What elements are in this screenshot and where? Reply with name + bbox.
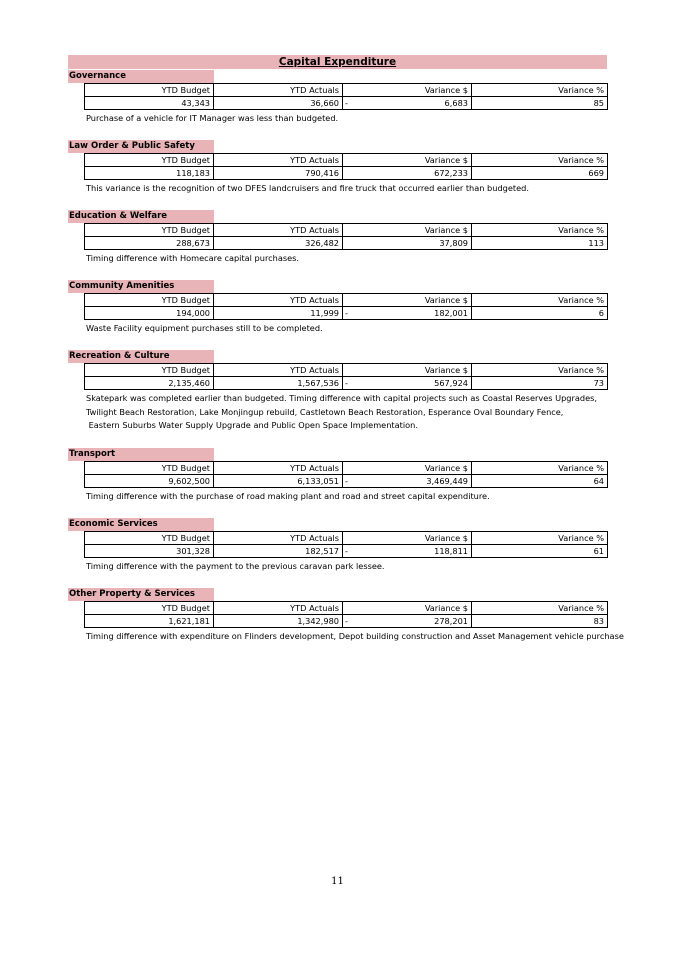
negative-sign: - (345, 616, 348, 626)
section-title: Community Amenities (68, 280, 214, 293)
value-cell-variance-dollar (343, 97, 472, 110)
section-note (86, 252, 608, 266)
section-note (86, 630, 624, 644)
cell-value: 36,660 (310, 98, 339, 108)
cell-value: 1,567,536 (297, 378, 339, 388)
note-line: Twilight Beach Restoration, Lake Monjingup rebuild, Castletown Beach Restoration, Esperance Oval Boundary Fence, (86, 406, 564, 417)
value-cell-ytd-budget (85, 97, 214, 110)
table-header-row (85, 602, 608, 615)
value-cell-ytd-actuals (214, 167, 343, 180)
value-cell-ytd-actuals (214, 97, 343, 110)
header-cell: Variance $ (343, 154, 472, 167)
value-cell-variance-dollar (343, 545, 472, 558)
value-cell-ytd-budget (85, 307, 214, 320)
negative-sign: - (345, 98, 348, 108)
header-cell: YTD Actuals (214, 84, 343, 97)
header-cell: YTD Actuals (214, 602, 343, 615)
header-cell: Variance $ (343, 462, 472, 475)
header-cell: YTD Actuals (214, 224, 343, 237)
header-cell: Variance % (472, 224, 608, 237)
header-cell: Variance $ (343, 224, 472, 237)
header-cell: Variance % (472, 154, 608, 167)
value-cell-variance-pct (472, 377, 608, 390)
value-cell-variance-pct (472, 307, 608, 320)
header-cell: YTD Actuals (214, 532, 343, 545)
variance-table (84, 153, 608, 180)
cell-value: 118,183 (176, 168, 210, 178)
table-row (85, 167, 608, 180)
value-cell-variance-dollar (343, 475, 472, 488)
cell-value: 6,133,051 (297, 476, 339, 486)
cell-value: 194,000 (176, 308, 210, 318)
cell-value: 790,416 (305, 168, 339, 178)
section (68, 280, 608, 336)
cell-value: 64 (593, 476, 604, 486)
value-cell-variance-pct (472, 167, 608, 180)
header-cell: YTD Actuals (214, 364, 343, 377)
cell-value: 1,621,181 (168, 616, 210, 626)
cell-value: 1,342,980 (297, 616, 339, 626)
cell-value: 669 (588, 168, 604, 178)
header-cell: Variance % (472, 532, 608, 545)
cell-value: 182,517 (305, 546, 339, 556)
value-cell-variance-dollar (343, 615, 472, 628)
value-cell-variance-pct (472, 475, 608, 488)
section-title: Other Property & Services (68, 588, 214, 601)
section (68, 448, 608, 504)
cell-value: 2,135,460 (168, 378, 210, 388)
value-cell-variance-dollar (343, 377, 472, 390)
cell-value: 567,924 (434, 378, 468, 388)
value-cell-ytd-actuals (214, 307, 343, 320)
value-cell-ytd-actuals (214, 237, 343, 250)
header-cell: YTD Budget (85, 364, 214, 377)
header-cell: Variance % (472, 294, 608, 307)
section-note (86, 392, 608, 433)
value-cell-variance-dollar (343, 237, 472, 250)
table-row (85, 545, 608, 558)
variance-table (84, 461, 608, 488)
section-title: Education & Welfare (68, 210, 214, 223)
page-title: Capital Expenditure (68, 55, 607, 69)
note-line: Timing difference with Homecare capital purchases. (86, 253, 300, 263)
value-cell-ytd-budget (85, 237, 214, 250)
section-title: Recreation & Culture (68, 350, 214, 363)
table-row (85, 475, 608, 488)
value-cell-ytd-budget (85, 167, 214, 180)
cell-value: 6,683 (444, 98, 468, 108)
header-cell: Variance $ (343, 84, 472, 97)
cell-value: 113 (588, 238, 604, 248)
note-line: Eastern Suburbs Water Supply Upgrade and Public Open Space Implementation. (86, 420, 418, 430)
header-cell: YTD Budget (85, 602, 214, 615)
page-number: 11 (331, 876, 344, 887)
header-cell: Variance % (472, 84, 608, 97)
table-row (85, 97, 608, 110)
table-row (85, 307, 608, 320)
section (68, 588, 624, 644)
table-header-row (85, 294, 608, 307)
variance-table (84, 83, 608, 110)
cell-value: 301,328 (176, 546, 210, 556)
negative-sign: - (345, 546, 348, 556)
table-header-row (85, 154, 608, 167)
cell-value: 11,999 (310, 308, 339, 318)
section (68, 140, 608, 196)
cell-value: 73 (593, 378, 604, 388)
header-cell: YTD Budget (85, 84, 214, 97)
section-title: Law Order & Public Safety (68, 140, 214, 153)
header-cell: YTD Budget (85, 224, 214, 237)
table-header-row (85, 84, 608, 97)
cell-value: 43,343 (181, 98, 210, 108)
header-cell: Variance % (472, 602, 608, 615)
table-row (85, 237, 608, 250)
cell-value: 61 (593, 546, 604, 556)
header-cell: Variance $ (343, 532, 472, 545)
table-row (85, 615, 608, 628)
value-cell-ytd-budget (85, 475, 214, 488)
note-line: Purchase of a vehicle for IT Manager was less than budgeted. (86, 113, 339, 123)
header-cell: Variance % (472, 462, 608, 475)
value-cell-ytd-budget (85, 545, 214, 558)
cell-value: 118,811 (434, 546, 468, 556)
note-line: Waste Facility equipment purchases still to be completed. (86, 323, 323, 333)
negative-sign: - (345, 308, 348, 318)
table-header-row (85, 532, 608, 545)
header-cell: Variance $ (343, 364, 472, 377)
cell-value: 83 (593, 616, 604, 626)
cell-value: 37,809 (439, 238, 468, 248)
negative-sign: - (345, 378, 348, 388)
value-cell-variance-pct (472, 615, 608, 628)
header-cell: YTD Actuals (214, 462, 343, 475)
section-note (86, 182, 608, 196)
value-cell-ytd-actuals (214, 545, 343, 558)
table-row (85, 377, 608, 390)
value-cell-ytd-actuals (214, 615, 343, 628)
variance-table (84, 293, 608, 320)
table-header-row (85, 364, 608, 377)
section-note (86, 322, 608, 336)
section-note (86, 490, 608, 504)
cell-value: 326,482 (305, 238, 339, 248)
value-cell-ytd-budget (85, 615, 214, 628)
header-cell: YTD Budget (85, 294, 214, 307)
header-cell: Variance $ (343, 602, 472, 615)
value-cell-ytd-actuals (214, 377, 343, 390)
table-header-row (85, 462, 608, 475)
cell-value: 182,001 (434, 308, 468, 318)
header-cell: YTD Actuals (214, 294, 343, 307)
header-cell: Variance $ (343, 294, 472, 307)
value-cell-variance-pct (472, 237, 608, 250)
cell-value: 3,469,449 (426, 476, 468, 486)
header-cell: Variance % (472, 364, 608, 377)
section (68, 350, 608, 433)
note-line: Timing difference with the purchase of road making plant and road and street capital expenditure. (86, 491, 490, 501)
value-cell-variance-dollar (343, 307, 472, 320)
cell-value: 85 (593, 98, 604, 108)
table-header-row (85, 224, 608, 237)
note-line: Timing difference with the payment to the previous caravan park lessee. (86, 561, 385, 571)
variance-table (84, 223, 608, 250)
value-cell-ytd-budget (85, 377, 214, 390)
variance-table (84, 531, 608, 558)
section (68, 518, 608, 574)
cell-value: 278,201 (434, 616, 468, 626)
header-cell: YTD Actuals (214, 154, 343, 167)
value-cell-variance-dollar (343, 167, 472, 180)
cell-value: 288,673 (176, 238, 210, 248)
section-title: Economic Services (68, 518, 214, 531)
cell-value: 6 (598, 308, 604, 318)
header-cell: YTD Budget (85, 462, 214, 475)
header-cell: YTD Budget (85, 532, 214, 545)
section-title: Transport (68, 448, 214, 461)
section (68, 210, 608, 266)
header-cell: YTD Budget (85, 154, 214, 167)
variance-table (84, 601, 608, 628)
section-note (86, 560, 608, 574)
value-cell-variance-pct (472, 545, 608, 558)
variance-table (84, 363, 608, 390)
note-line: Timing difference with expenditure on Flinders development, Depot building construction and Asset Management vehicle purchase (86, 631, 624, 641)
cell-value: 672,233 (434, 168, 468, 178)
value-cell-ytd-actuals (214, 475, 343, 488)
note-line: This variance is the recognition of two DFES landcruisers and fire truck that occurred earlier than budgeted. (86, 183, 529, 193)
section-note (86, 112, 608, 126)
section (68, 70, 608, 126)
value-cell-variance-pct (472, 97, 608, 110)
section-title: Governance (68, 70, 214, 83)
negative-sign: - (345, 476, 348, 486)
note-line: Skatepark was completed earlier than budgeted. Timing difference with capital projects such as Coastal Reserves Upgrades, (86, 393, 597, 403)
cell-value: 9,602,500 (168, 476, 210, 486)
